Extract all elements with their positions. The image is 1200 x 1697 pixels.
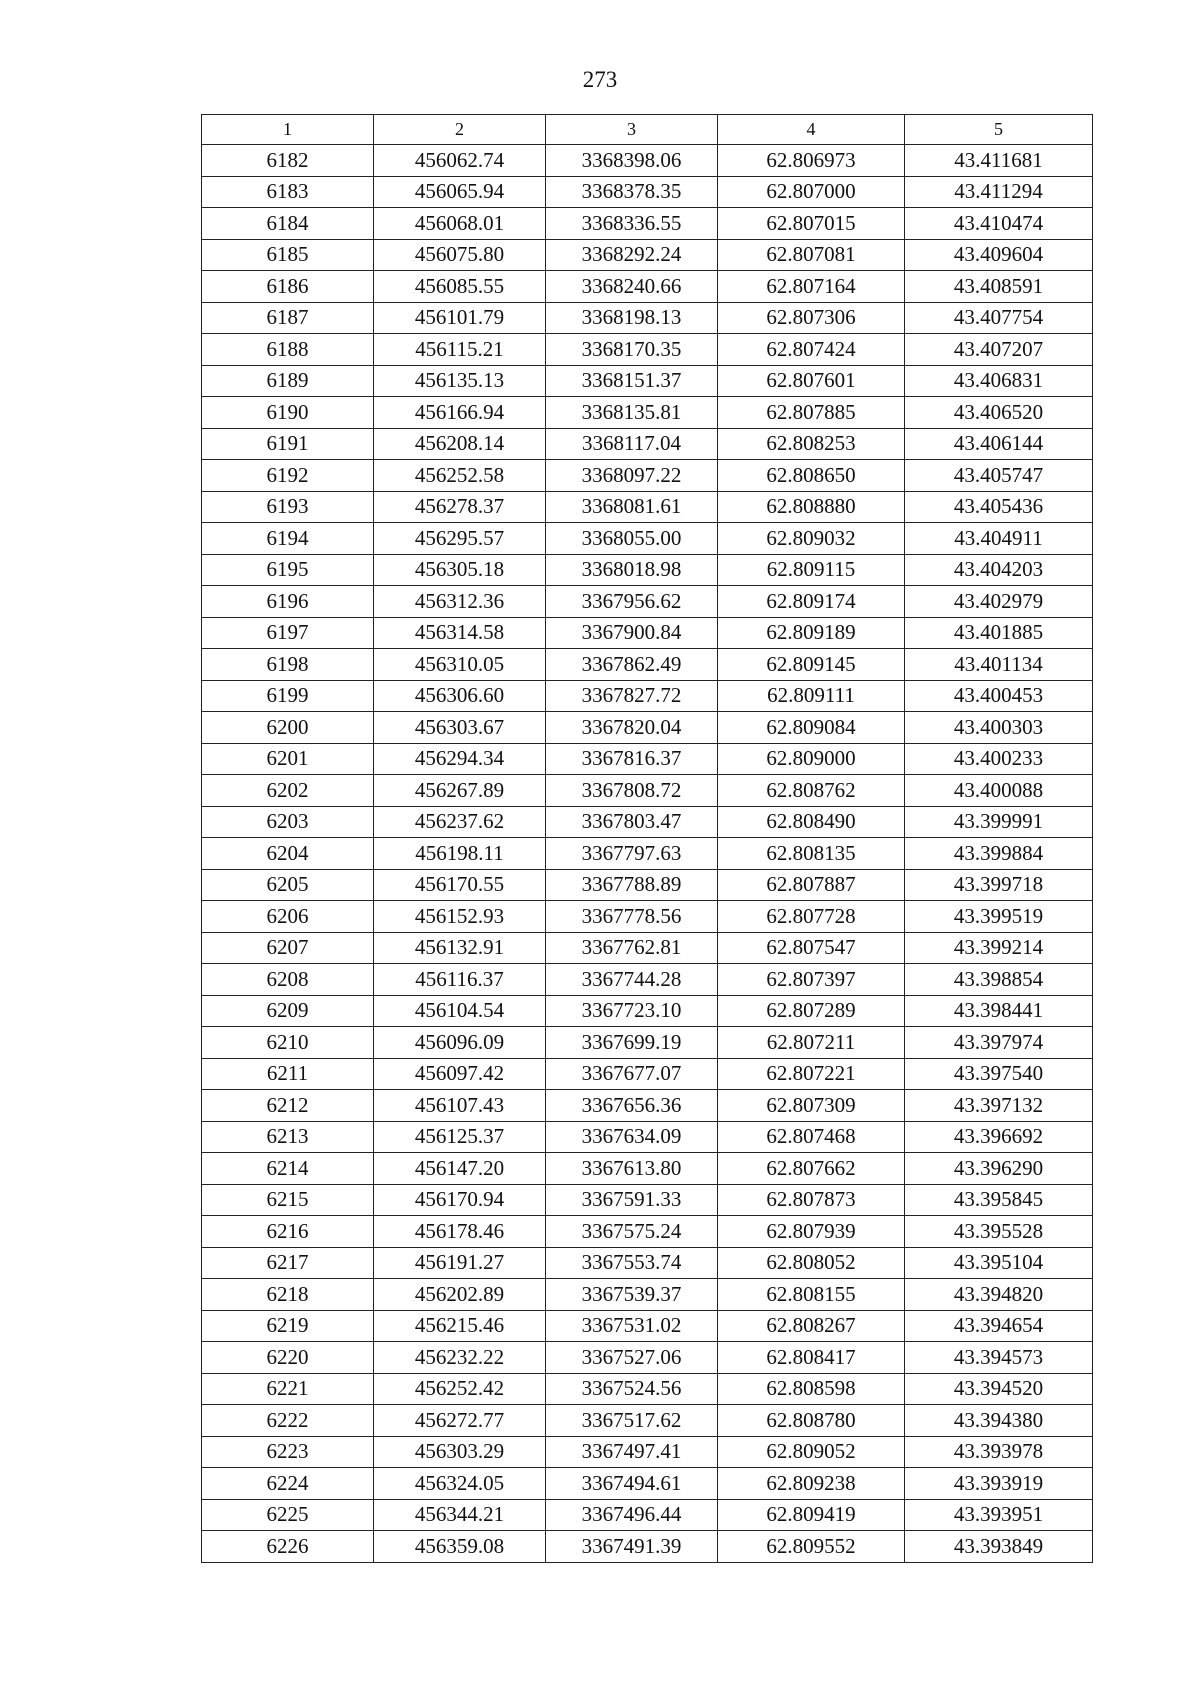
cell-y-coordinate: 3368117.04: [546, 428, 718, 460]
cell-x-coordinate: 456075.80: [374, 239, 546, 271]
table-row: [202, 1310, 1093, 1342]
cell-x-coordinate: 456152.93: [374, 901, 546, 933]
table-row: [202, 428, 1093, 460]
cell-point-number: 6217: [202, 1247, 374, 1279]
cell-x-coordinate: 456208.14: [374, 428, 546, 460]
cell-longitude: 62.809419: [718, 1499, 905, 1531]
cell-latitude: 43.400088: [905, 775, 1093, 807]
cell-latitude: 43.399884: [905, 838, 1093, 870]
table-row: [202, 617, 1093, 649]
cell-longitude: 62.807601: [718, 365, 905, 397]
table-row: [202, 932, 1093, 964]
cell-longitude: 62.809084: [718, 712, 905, 744]
table-row: [202, 775, 1093, 807]
cell-latitude: 43.410474: [905, 208, 1093, 240]
cell-latitude: 43.399718: [905, 869, 1093, 901]
cell-y-coordinate: 3367900.84: [546, 617, 718, 649]
cell-longitude: 62.807309: [718, 1090, 905, 1122]
cell-longitude: 62.809111: [718, 680, 905, 712]
cell-x-coordinate: 456252.58: [374, 460, 546, 492]
cell-x-coordinate: 456278.37: [374, 491, 546, 523]
cell-x-coordinate: 456107.43: [374, 1090, 546, 1122]
cell-y-coordinate: 3367613.80: [546, 1153, 718, 1185]
table-row: [202, 302, 1093, 334]
cell-point-number: 6191: [202, 428, 374, 460]
cell-x-coordinate: 456115.21: [374, 334, 546, 366]
cell-latitude: 43.401885: [905, 617, 1093, 649]
cell-y-coordinate: 3368097.22: [546, 460, 718, 492]
cell-x-coordinate: 456359.08: [374, 1531, 546, 1563]
cell-y-coordinate: 3367699.19: [546, 1027, 718, 1059]
cell-x-coordinate: 456104.54: [374, 995, 546, 1027]
table-row: [202, 460, 1093, 492]
cell-longitude: 62.809032: [718, 523, 905, 555]
table-row: [202, 1121, 1093, 1153]
cell-x-coordinate: 456101.79: [374, 302, 546, 334]
cell-latitude: 43.398854: [905, 964, 1093, 996]
cell-latitude: 43.399519: [905, 901, 1093, 933]
cell-longitude: 62.807289: [718, 995, 905, 1027]
cell-y-coordinate: 3368240.66: [546, 271, 718, 303]
cell-point-number: 6195: [202, 554, 374, 586]
cell-x-coordinate: 456097.42: [374, 1058, 546, 1090]
cell-latitude: 43.395104: [905, 1247, 1093, 1279]
table-row: [202, 491, 1093, 523]
cell-longitude: 62.808880: [718, 491, 905, 523]
table-row: [202, 806, 1093, 838]
cell-longitude: 62.808267: [718, 1310, 905, 1342]
cell-latitude: 43.406831: [905, 365, 1093, 397]
cell-point-number: 6208: [202, 964, 374, 996]
cell-longitude: 62.807015: [718, 208, 905, 240]
cell-x-coordinate: 456096.09: [374, 1027, 546, 1059]
cell-point-number: 6212: [202, 1090, 374, 1122]
cell-longitude: 62.807081: [718, 239, 905, 271]
cell-point-number: 6184: [202, 208, 374, 240]
cell-latitude: 43.400453: [905, 680, 1093, 712]
cell-x-coordinate: 456344.21: [374, 1499, 546, 1531]
cell-latitude: 43.397974: [905, 1027, 1093, 1059]
cell-latitude: 43.411681: [905, 145, 1093, 177]
cell-point-number: 6218: [202, 1279, 374, 1311]
table-row: [202, 145, 1093, 177]
cell-longitude: 62.807939: [718, 1216, 905, 1248]
table-row: [202, 1342, 1093, 1374]
cell-x-coordinate: 456085.55: [374, 271, 546, 303]
cell-latitude: 43.404203: [905, 554, 1093, 586]
cell-x-coordinate: 456303.29: [374, 1436, 546, 1468]
cell-longitude: 62.808598: [718, 1373, 905, 1405]
cell-x-coordinate: 456166.94: [374, 397, 546, 429]
cell-y-coordinate: 3367788.89: [546, 869, 718, 901]
cell-x-coordinate: 456324.05: [374, 1468, 546, 1500]
cell-point-number: 6214: [202, 1153, 374, 1185]
cell-point-number: 6209: [202, 995, 374, 1027]
cell-y-coordinate: 3368151.37: [546, 365, 718, 397]
cell-latitude: 43.393919: [905, 1468, 1093, 1500]
cell-point-number: 6220: [202, 1342, 374, 1374]
table-row: [202, 901, 1093, 933]
cell-point-number: 6205: [202, 869, 374, 901]
table-row: [202, 1058, 1093, 1090]
cell-y-coordinate: 3367827.72: [546, 680, 718, 712]
table-row: [202, 869, 1093, 901]
table-row: [202, 1027, 1093, 1059]
cell-longitude: 62.807424: [718, 334, 905, 366]
table-row: [202, 712, 1093, 744]
cell-point-number: 6183: [202, 176, 374, 208]
cell-longitude: 62.807164: [718, 271, 905, 303]
cell-x-coordinate: 456306.60: [374, 680, 546, 712]
header-cell-3: 3: [546, 115, 718, 145]
cell-point-number: 6199: [202, 680, 374, 712]
cell-latitude: 43.405436: [905, 491, 1093, 523]
cell-y-coordinate: 3367496.44: [546, 1499, 718, 1531]
table-row: [202, 334, 1093, 366]
cell-longitude: 62.809552: [718, 1531, 905, 1563]
cell-latitude: 43.397540: [905, 1058, 1093, 1090]
cell-point-number: 6213: [202, 1121, 374, 1153]
cell-latitude: 43.406144: [905, 428, 1093, 460]
cell-longitude: 62.808490: [718, 806, 905, 838]
cell-longitude: 62.808762: [718, 775, 905, 807]
cell-y-coordinate: 3367656.36: [546, 1090, 718, 1122]
cell-x-coordinate: 456147.20: [374, 1153, 546, 1185]
cell-longitude: 62.809052: [718, 1436, 905, 1468]
cell-point-number: 6197: [202, 617, 374, 649]
header-cell-4: 4: [718, 115, 905, 145]
cell-longitude: 62.807885: [718, 397, 905, 429]
cell-longitude: 62.807000: [718, 176, 905, 208]
cell-y-coordinate: 3367531.02: [546, 1310, 718, 1342]
cell-x-coordinate: 456065.94: [374, 176, 546, 208]
table-row: [202, 1153, 1093, 1185]
table-row: [202, 1184, 1093, 1216]
cell-latitude: 43.394820: [905, 1279, 1093, 1311]
cell-y-coordinate: 3367816.37: [546, 743, 718, 775]
cell-longitude: 62.807547: [718, 932, 905, 964]
table-row: [202, 743, 1093, 775]
cell-longitude: 62.808155: [718, 1279, 905, 1311]
cell-latitude: 43.399214: [905, 932, 1093, 964]
cell-x-coordinate: 456062.74: [374, 145, 546, 177]
table-row: [202, 1090, 1093, 1122]
cell-x-coordinate: 456198.11: [374, 838, 546, 870]
cell-x-coordinate: 456215.46: [374, 1310, 546, 1342]
cell-latitude: 43.402979: [905, 586, 1093, 618]
cell-longitude: 62.807397: [718, 964, 905, 996]
cell-x-coordinate: 456191.27: [374, 1247, 546, 1279]
cell-point-number: 6188: [202, 334, 374, 366]
page-number: 273: [582, 67, 618, 92]
cell-point-number: 6190: [202, 397, 374, 429]
cell-x-coordinate: 456267.89: [374, 775, 546, 807]
cell-y-coordinate: 3367820.04: [546, 712, 718, 744]
cell-x-coordinate: 456232.22: [374, 1342, 546, 1374]
cell-longitude: 62.807887: [718, 869, 905, 901]
header-row: [202, 115, 1093, 145]
cell-point-number: 6221: [202, 1373, 374, 1405]
cell-longitude: 62.809115: [718, 554, 905, 586]
cell-latitude: 43.400303: [905, 712, 1093, 744]
cell-x-coordinate: 456294.34: [374, 743, 546, 775]
cell-y-coordinate: 3368170.35: [546, 334, 718, 366]
header-cell-2: 2: [374, 115, 546, 145]
cell-y-coordinate: 3367497.41: [546, 1436, 718, 1468]
cell-y-coordinate: 3368135.81: [546, 397, 718, 429]
cell-latitude: 43.394380: [905, 1405, 1093, 1437]
cell-latitude: 43.408591: [905, 271, 1093, 303]
cell-point-number: 6194: [202, 523, 374, 555]
cell-point-number: 6203: [202, 806, 374, 838]
cell-latitude: 43.396692: [905, 1121, 1093, 1153]
cell-latitude: 43.393978: [905, 1436, 1093, 1468]
cell-latitude: 43.407754: [905, 302, 1093, 334]
cell-latitude: 43.394520: [905, 1373, 1093, 1405]
table-row: [202, 1279, 1093, 1311]
cell-latitude: 43.394654: [905, 1310, 1093, 1342]
table-row: [202, 397, 1093, 429]
cell-y-coordinate: 3367762.81: [546, 932, 718, 964]
table-row: [202, 1405, 1093, 1437]
cell-y-coordinate: 3367591.33: [546, 1184, 718, 1216]
table-row: [202, 838, 1093, 870]
cell-y-coordinate: 3367808.72: [546, 775, 718, 807]
cell-latitude: 43.411294: [905, 176, 1093, 208]
cell-y-coordinate: 3367677.07: [546, 1058, 718, 1090]
cell-y-coordinate: 3368081.61: [546, 491, 718, 523]
cell-latitude: 43.409604: [905, 239, 1093, 271]
cell-point-number: 6226: [202, 1531, 374, 1563]
cell-x-coordinate: 456116.37: [374, 964, 546, 996]
cell-longitude: 62.808135: [718, 838, 905, 870]
table-body: [202, 145, 1093, 1563]
cell-point-number: 6207: [202, 932, 374, 964]
cell-y-coordinate: 3367575.24: [546, 1216, 718, 1248]
cell-point-number: 6211: [202, 1058, 374, 1090]
cell-y-coordinate: 3367517.62: [546, 1405, 718, 1437]
header-cell-1: 1: [202, 115, 374, 145]
cell-longitude: 62.808253: [718, 428, 905, 460]
cell-longitude: 62.809000: [718, 743, 905, 775]
cell-point-number: 6224: [202, 1468, 374, 1500]
cell-point-number: 6193: [202, 491, 374, 523]
cell-x-coordinate: 456125.37: [374, 1121, 546, 1153]
cell-point-number: 6200: [202, 712, 374, 744]
cell-y-coordinate: 3367744.28: [546, 964, 718, 996]
cell-y-coordinate: 3368055.00: [546, 523, 718, 555]
cell-point-number: 6182: [202, 145, 374, 177]
cell-y-coordinate: 3368198.13: [546, 302, 718, 334]
cell-latitude: 43.405747: [905, 460, 1093, 492]
cell-longitude: 62.809238: [718, 1468, 905, 1500]
cell-longitude: 62.807728: [718, 901, 905, 933]
cell-y-coordinate: 3368018.98: [546, 554, 718, 586]
cell-y-coordinate: 3368292.24: [546, 239, 718, 271]
table-row: [202, 176, 1093, 208]
coordinates-table: [201, 114, 1093, 1563]
cell-longitude: 62.809189: [718, 617, 905, 649]
cell-latitude: 43.406520: [905, 397, 1093, 429]
cell-latitude: 43.401134: [905, 649, 1093, 681]
cell-point-number: 6187: [202, 302, 374, 334]
cell-x-coordinate: 456178.46: [374, 1216, 546, 1248]
cell-latitude: 43.407207: [905, 334, 1093, 366]
cell-point-number: 6196: [202, 586, 374, 618]
cell-latitude: 43.395845: [905, 1184, 1093, 1216]
cell-y-coordinate: 3367634.09: [546, 1121, 718, 1153]
cell-y-coordinate: 3367527.06: [546, 1342, 718, 1374]
cell-y-coordinate: 3367803.47: [546, 806, 718, 838]
cell-latitude: 43.395528: [905, 1216, 1093, 1248]
cell-point-number: 6206: [202, 901, 374, 933]
cell-x-coordinate: 456068.01: [374, 208, 546, 240]
cell-y-coordinate: 3367494.61: [546, 1468, 718, 1500]
cell-point-number: 6185: [202, 239, 374, 271]
table-row: [202, 523, 1093, 555]
cell-latitude: 43.394573: [905, 1342, 1093, 1374]
cell-y-coordinate: 3368336.55: [546, 208, 718, 240]
cell-y-coordinate: 3367524.56: [546, 1373, 718, 1405]
cell-y-coordinate: 3367539.37: [546, 1279, 718, 1311]
cell-longitude: 62.809174: [718, 586, 905, 618]
cell-longitude: 62.807873: [718, 1184, 905, 1216]
cell-x-coordinate: 456305.18: [374, 554, 546, 586]
cell-y-coordinate: 3368378.35: [546, 176, 718, 208]
cell-longitude: 62.809145: [718, 649, 905, 681]
cell-longitude: 62.807468: [718, 1121, 905, 1153]
cell-x-coordinate: 456314.58: [374, 617, 546, 649]
cell-latitude: 43.399991: [905, 806, 1093, 838]
table-row: [202, 1499, 1093, 1531]
cell-latitude: 43.396290: [905, 1153, 1093, 1185]
table-row: [202, 208, 1093, 240]
cell-point-number: 6223: [202, 1436, 374, 1468]
cell-x-coordinate: 456303.67: [374, 712, 546, 744]
table-header: [202, 115, 1093, 145]
table-row: [202, 1373, 1093, 1405]
cell-y-coordinate: 3367797.63: [546, 838, 718, 870]
cell-latitude: 43.404911: [905, 523, 1093, 555]
cell-point-number: 6189: [202, 365, 374, 397]
cell-y-coordinate: 3367778.56: [546, 901, 718, 933]
table-row: [202, 271, 1093, 303]
cell-x-coordinate: 456202.89: [374, 1279, 546, 1311]
cell-latitude: 43.398441: [905, 995, 1093, 1027]
cell-x-coordinate: 456312.36: [374, 586, 546, 618]
cell-point-number: 6201: [202, 743, 374, 775]
table-row: [202, 1216, 1093, 1248]
cell-point-number: 6215: [202, 1184, 374, 1216]
cell-point-number: 6225: [202, 1499, 374, 1531]
cell-point-number: 6216: [202, 1216, 374, 1248]
cell-point-number: 6186: [202, 271, 374, 303]
cell-latitude: 43.393849: [905, 1531, 1093, 1563]
table-row: [202, 365, 1093, 397]
cell-point-number: 6202: [202, 775, 374, 807]
cell-point-number: 6219: [202, 1310, 374, 1342]
cell-longitude: 62.807221: [718, 1058, 905, 1090]
cell-latitude: 43.400233: [905, 743, 1093, 775]
cell-y-coordinate: 3367723.10: [546, 995, 718, 1027]
table-row: [202, 649, 1093, 681]
cell-longitude: 62.807211: [718, 1027, 905, 1059]
cell-point-number: 6222: [202, 1405, 374, 1437]
cell-longitude: 62.807662: [718, 1153, 905, 1185]
cell-x-coordinate: 456132.91: [374, 932, 546, 964]
cell-point-number: 6210: [202, 1027, 374, 1059]
table-row: [202, 586, 1093, 618]
cell-x-coordinate: 456170.94: [374, 1184, 546, 1216]
cell-x-coordinate: 456272.77: [374, 1405, 546, 1437]
cell-point-number: 6204: [202, 838, 374, 870]
cell-longitude: 62.808780: [718, 1405, 905, 1437]
cell-longitude: 62.807306: [718, 302, 905, 334]
cell-x-coordinate: 456135.13: [374, 365, 546, 397]
cell-latitude: 43.397132: [905, 1090, 1093, 1122]
cell-y-coordinate: 3367956.62: [546, 586, 718, 618]
cell-latitude: 43.393951: [905, 1499, 1093, 1531]
table-row: [202, 964, 1093, 996]
cell-x-coordinate: 456237.62: [374, 806, 546, 838]
cell-point-number: 6192: [202, 460, 374, 492]
header-cell-5: 5: [905, 115, 1093, 145]
cell-point-number: 6198: [202, 649, 374, 681]
cell-y-coordinate: 3367553.74: [546, 1247, 718, 1279]
cell-x-coordinate: 456310.05: [374, 649, 546, 681]
table-row: [202, 554, 1093, 586]
cell-x-coordinate: 456170.55: [374, 869, 546, 901]
cell-longitude: 62.808417: [718, 1342, 905, 1374]
table-row: [202, 680, 1093, 712]
table-row: [202, 1247, 1093, 1279]
table-row: [202, 1436, 1093, 1468]
cell-longitude: 62.806973: [718, 145, 905, 177]
cell-longitude: 62.808650: [718, 460, 905, 492]
cell-x-coordinate: 456295.57: [374, 523, 546, 555]
cell-y-coordinate: 3367862.49: [546, 649, 718, 681]
cell-y-coordinate: 3368398.06: [546, 145, 718, 177]
cell-longitude: 62.808052: [718, 1247, 905, 1279]
cell-x-coordinate: 456252.42: [374, 1373, 546, 1405]
cell-y-coordinate: 3367491.39: [546, 1531, 718, 1563]
table-row: [202, 239, 1093, 271]
table-row: [202, 1468, 1093, 1500]
table-row: [202, 1531, 1093, 1563]
table-row: [202, 995, 1093, 1027]
